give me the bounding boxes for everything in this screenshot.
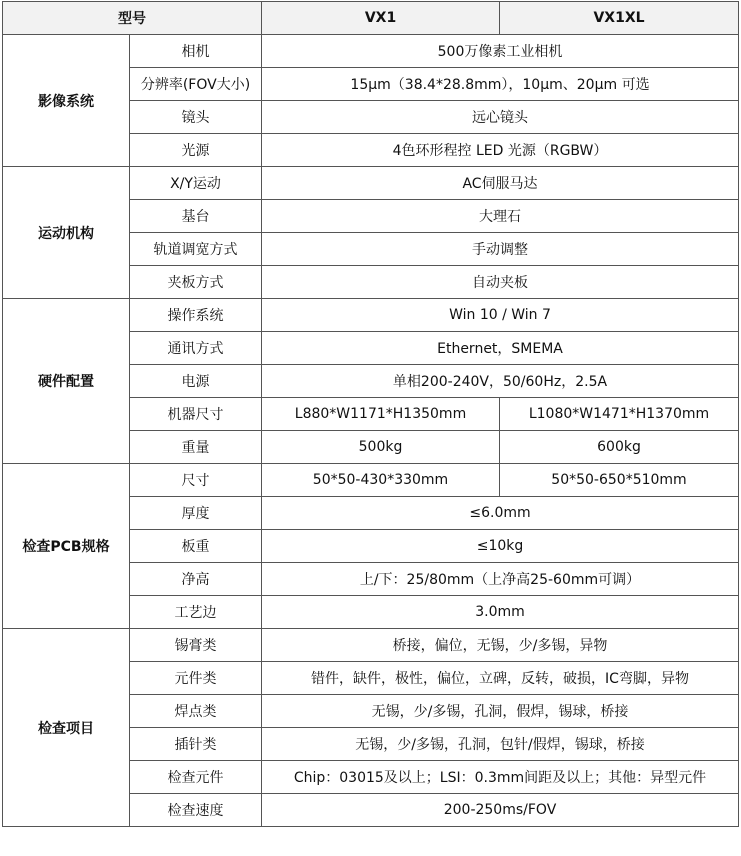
item-value: 4色环形程控 LED 光源（RGBW） [262, 134, 739, 167]
item-value: Chip：03015及以上；LSI：0.3mm间距及以上；其他：异型元件 [262, 761, 739, 794]
item-value: 单相200-240V，50/60Hz，2.5A [262, 365, 739, 398]
item-label: 重量 [130, 431, 262, 464]
item-label: 机器尺寸 [130, 398, 262, 431]
item-value: 自动夹板 [262, 266, 739, 299]
vx1-value: 500kg [262, 431, 500, 464]
table-row [3, 629, 739, 662]
model-header: 型号 [3, 2, 262, 35]
item-label: 电源 [130, 365, 262, 398]
group-pcb: 检查PCB规格 [3, 464, 130, 629]
spec-table [2, 1, 739, 827]
spec-table-container [2, 1, 739, 827]
item-value: 200-250ms/FOV [262, 794, 739, 827]
item-label: 检查速度 [130, 794, 262, 827]
item-value: 无锡，少/多锡，孔洞，包针/假焊，锡球，桥接 [262, 728, 739, 761]
item-label: 光源 [130, 134, 262, 167]
vx1-header: VX1 [262, 2, 500, 35]
item-label: X/Y运动 [130, 167, 262, 200]
item-label: 轨道调宽方式 [130, 233, 262, 266]
table-row [3, 464, 739, 497]
item-value: Win 10 / Win 7 [262, 299, 739, 332]
item-value: Ethernet，SMEMA [262, 332, 739, 365]
table-row [3, 167, 739, 200]
vx1xl-value: L1080*W1471*H1370mm [500, 398, 739, 431]
item-label: 厚度 [130, 497, 262, 530]
item-label: 通讯方式 [130, 332, 262, 365]
item-label: 操作系统 [130, 299, 262, 332]
item-value: 500万像素工业相机 [262, 35, 739, 68]
item-label: 锡膏类 [130, 629, 262, 662]
item-value: ≤10kg [262, 530, 739, 563]
vx1xl-header: VX1XL [500, 2, 739, 35]
table-row [3, 35, 739, 68]
item-label: 焊点类 [130, 695, 262, 728]
group-imaging: 影像系统 [3, 35, 130, 167]
item-label: 相机 [130, 35, 262, 68]
item-value: ≤6.0mm [262, 497, 739, 530]
table-row [3, 299, 739, 332]
item-value: 手动调整 [262, 233, 739, 266]
item-value: 上/下：25/80mm（上净高25-60mm可调） [262, 563, 739, 596]
item-label: 元件类 [130, 662, 262, 695]
item-label: 尺寸 [130, 464, 262, 497]
item-label: 基台 [130, 200, 262, 233]
item-label: 净高 [130, 563, 262, 596]
item-label: 分辨率(FOV大小) [130, 68, 262, 101]
item-label: 检查元件 [130, 761, 262, 794]
item-value: AC伺服马达 [262, 167, 739, 200]
item-value: 3.0mm [262, 596, 739, 629]
vx1-value: 50*50-430*330mm [262, 464, 500, 497]
item-label: 工艺边 [130, 596, 262, 629]
vx1xl-value: 600kg [500, 431, 739, 464]
header-row [3, 2, 739, 35]
group-hardware: 硬件配置 [3, 299, 130, 464]
item-label: 板重 [130, 530, 262, 563]
item-value: 错件，缺件，极性，偏位，立碑，反转，破损，IC弯脚，异物 [262, 662, 739, 695]
item-value: 无锡，少/多锡，孔洞，假焊，锡球，桥接 [262, 695, 739, 728]
group-motion: 运动机构 [3, 167, 130, 299]
vx1-value: L880*W1171*H1350mm [262, 398, 500, 431]
item-value: 15μm（38.4*28.8mm），10μm、20μm 可选 [262, 68, 739, 101]
item-label: 镜头 [130, 101, 262, 134]
item-value: 桥接，偏位，无锡，少/多锡，异物 [262, 629, 739, 662]
item-value: 远心镜头 [262, 101, 739, 134]
item-label: 插针类 [130, 728, 262, 761]
group-inspection: 检查项目 [3, 629, 130, 827]
vx1xl-value: 50*50-650*510mm [500, 464, 739, 497]
item-value: 大理石 [262, 200, 739, 233]
item-label: 夹板方式 [130, 266, 262, 299]
